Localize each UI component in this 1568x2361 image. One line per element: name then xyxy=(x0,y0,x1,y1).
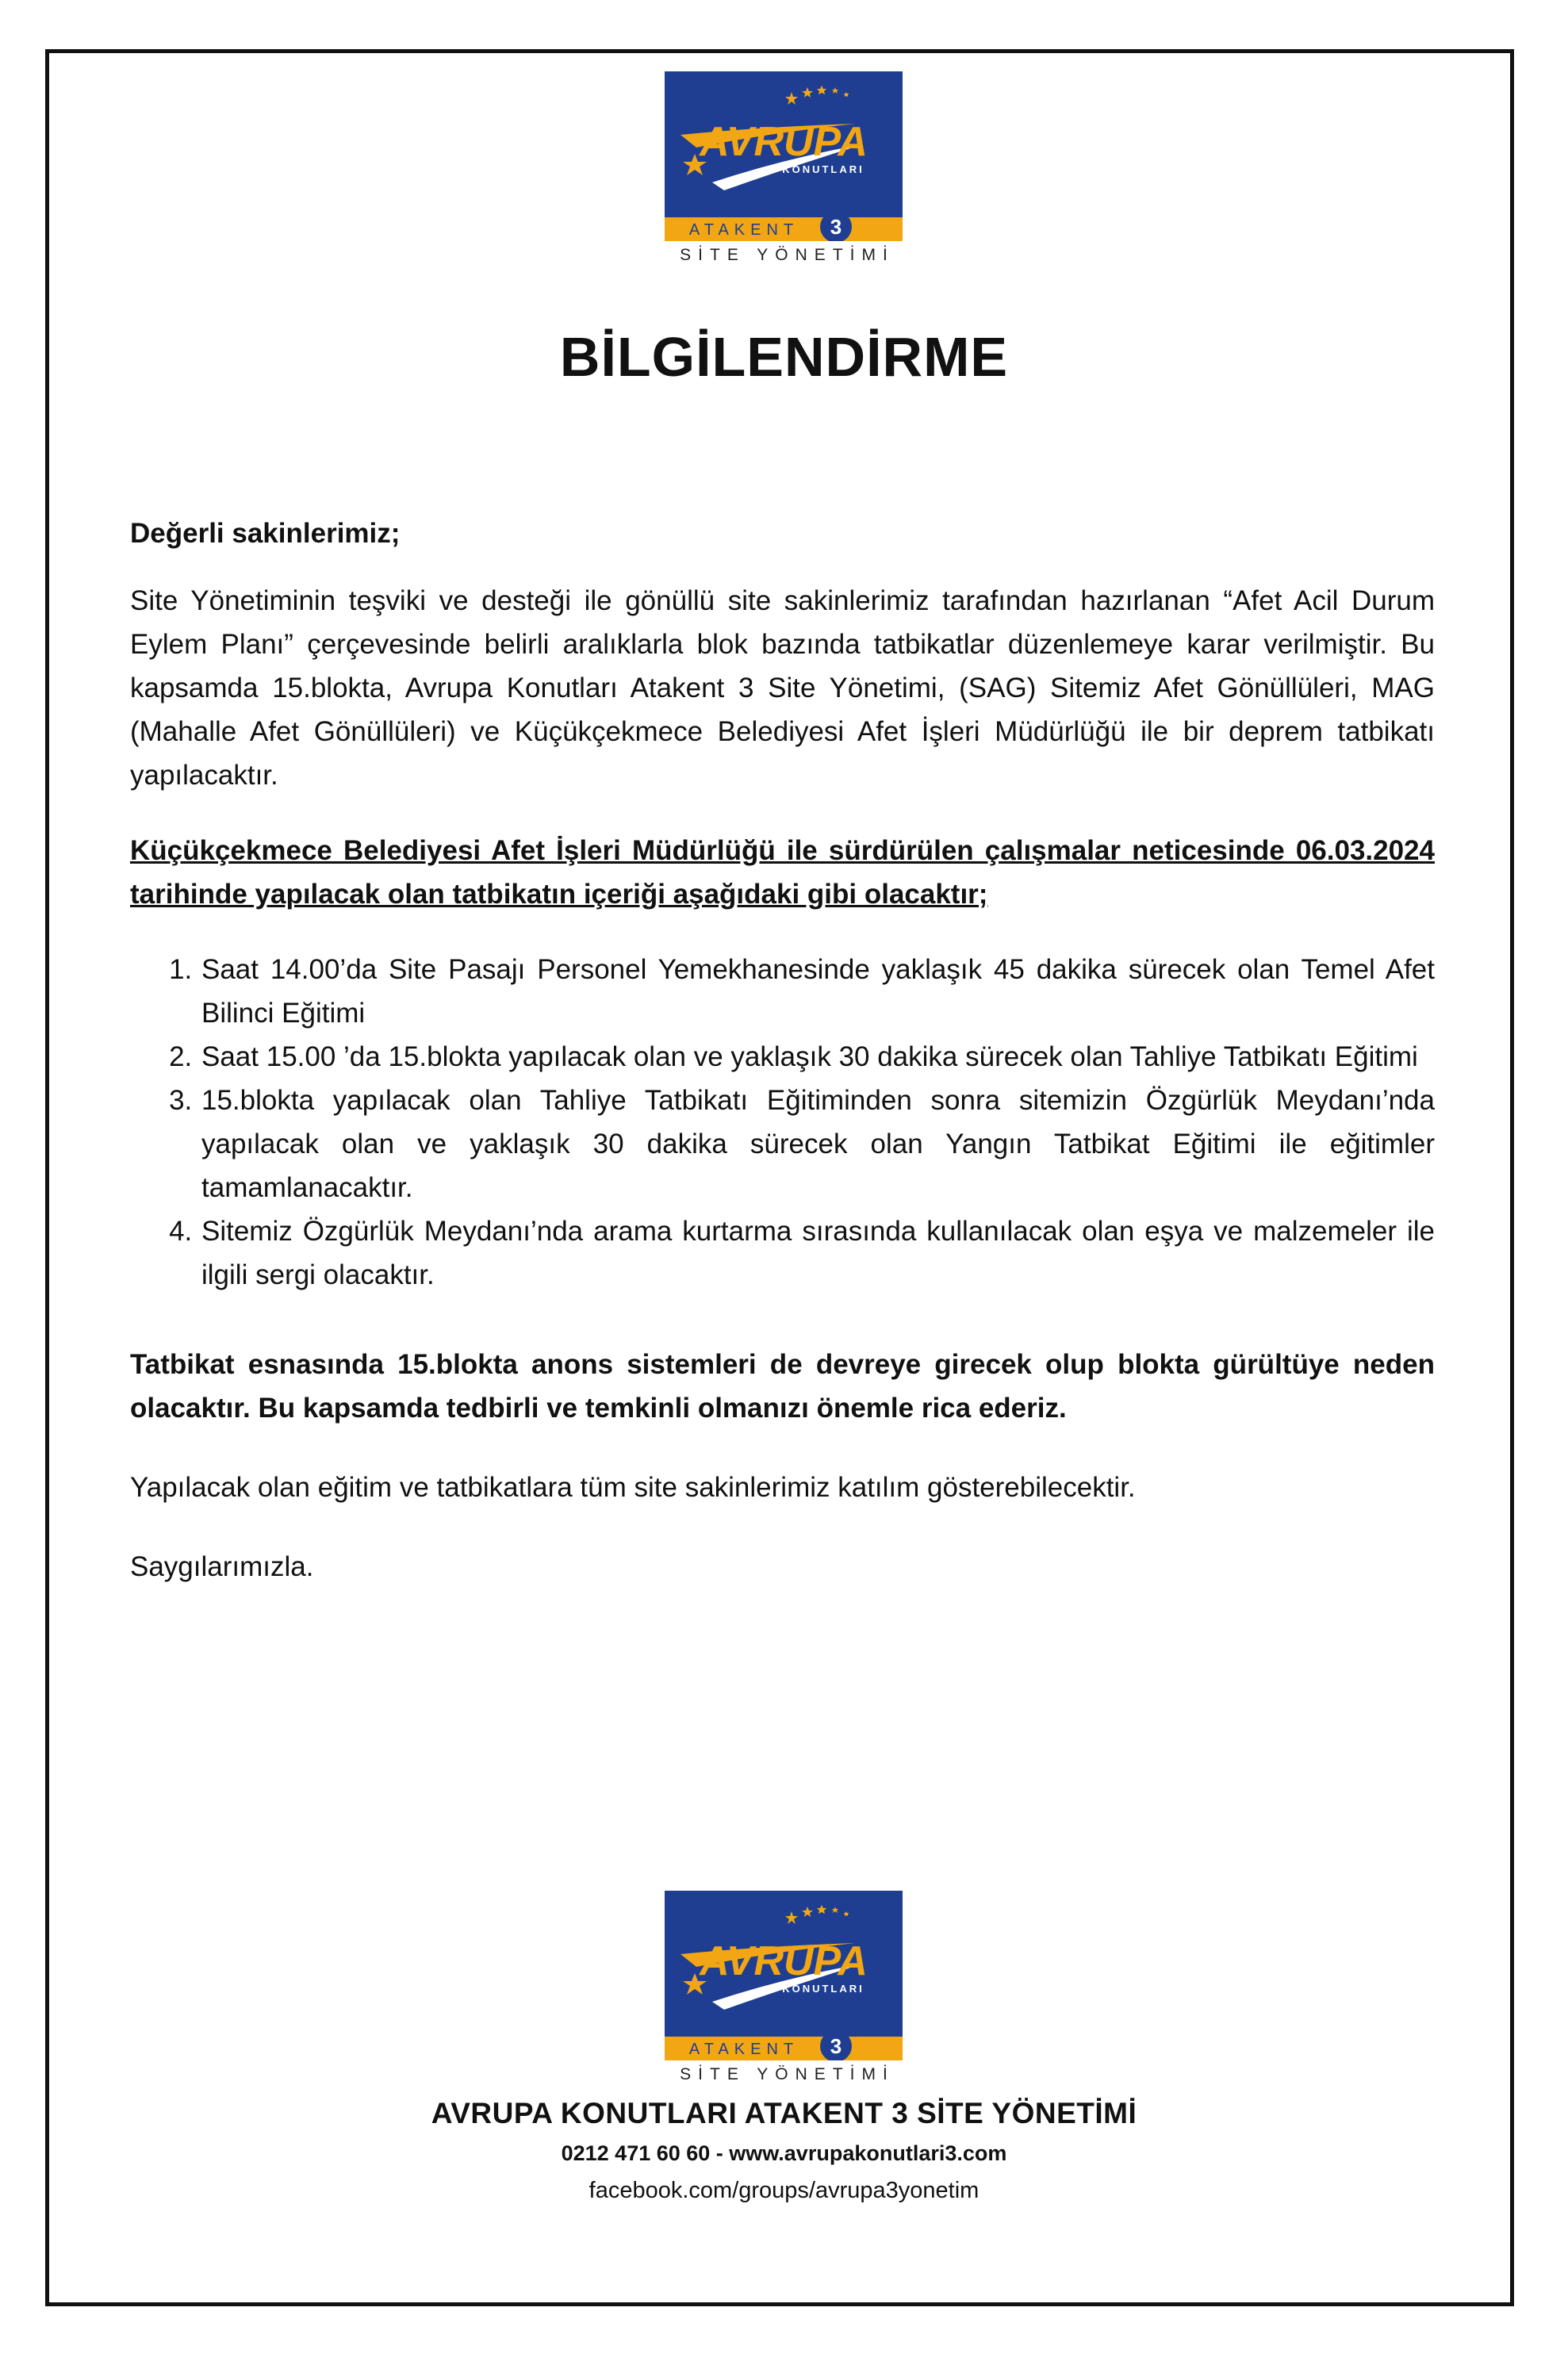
avrupa-logo-top xyxy=(665,71,903,265)
greeting: Değerli sakinlerimiz; xyxy=(130,518,401,549)
avrupa-logo-bottom xyxy=(665,1891,903,2084)
logo-sub: KONUTLARI xyxy=(782,163,865,175)
footer-contact: 0212 471 60 60 - www.avrupakonutlari3.com xyxy=(561,2141,1007,2165)
avrupa-logo-mark xyxy=(665,71,903,241)
participation-paragraph: Yapılacak olan eğitim ve tatbikatlara tüm site sakinlerimiz katılım gösterebilecektir. xyxy=(130,1472,1136,1503)
document-body xyxy=(130,512,1435,1589)
logo-caption: SİTE YÖNETİMİ xyxy=(680,2065,895,2083)
logo-word: AVRUPA xyxy=(700,1938,868,1984)
logo-sub: KONUTLARI xyxy=(782,1983,865,1995)
list-item: 1. Saat 14.00’da Site Pasajı Personel Yemekhanesinde yaklaşık 45 dakika sürecek olan Temel Afet Bilinci Eğitimi xyxy=(200,948,1435,1035)
closing: Saygılarımızla. xyxy=(130,1551,314,1582)
list-item: 4. Sitemiz Özgürlük Meydanı’nda arama kurtarma sırasında kullanılacak olan eşya ve malzemeler ile ilgili sergi olacaktır. xyxy=(200,1209,1435,1297)
logo-word: AVRUPA xyxy=(700,119,868,165)
document-title: BİLGİLENDİRME xyxy=(559,326,1009,388)
avrupa-logo-mark xyxy=(665,1891,903,2060)
intro-paragraph: Site Yönetiminin teşviki ve desteği ile gönüllü site sakinlerimiz tarafından hazırlanan “Afet Acil Durum Eylem Planı” çerçevesinde belirli aralıklarla blok bazında tatbikatlar düzenlemeye karar verilmiştir. Bu kapsamda 15.blokta, Avrupa Konutları Atakent 3 Site Yönetimi, (SAG) Sitemiz Afet Gönüllüleri, MAG (Mahalle Afet Gönüllüleri) ve Küçükçekmece Belediyesi Afet İşleri Müdürlüğü ile bir deprem tatbikatı yapılacaktır. xyxy=(130,585,1435,791)
activity-list xyxy=(130,948,1435,1297)
logo-number: 3 xyxy=(830,2034,842,2058)
warning-paragraph: Tatbikat esnasında 15.blokta anons sistemleri de devreye girecek olup blokta gürültüye neden olacaktır. Bu kapsamda tedbirli ve temkinli olmanızı önemle rica ederiz. xyxy=(130,1349,1435,1424)
footer-organization: AVRUPA KONUTLARI ATAKENT 3 SİTE YÖNETİMİ xyxy=(431,2097,1137,2129)
section-heading: Küçükçekmece Belediyesi Afet İşleri Müdürlüğü ile sürdürülen çalışmalar neticesinde 06.03.2024 tarihinde yapılacak olan tatbikatın içeriği aşağıdaki gibi olacaktır; xyxy=(130,835,1435,910)
footer-facebook: facebook.com/groups/avrupa3yonetim xyxy=(588,2178,980,2203)
list-item: 2. Saat 15.00 ’da 15.blokta yapılacak olan ve yaklaşık 30 dakika sürecek olan Tahliye Tatbikatı Eğitimi xyxy=(200,1035,1435,1079)
logo-caption: SİTE YÖNETİMİ xyxy=(680,246,895,264)
list-item: 3. 15.blokta yapılacak olan Tahliye Tatbikatı Eğitiminden sonra sitemizin Özgürlük Meydanı’nda yapılacak olan ve yaklaşık 30 dakika sürecek olan Yangın Tatbikat Eğitimi ile eğitimler tamamlanacaktır. xyxy=(200,1079,1435,1209)
logo-location: ATAKENT xyxy=(688,221,799,239)
logo-number: 3 xyxy=(830,215,842,239)
logo-location: ATAKENT xyxy=(688,2041,799,2058)
